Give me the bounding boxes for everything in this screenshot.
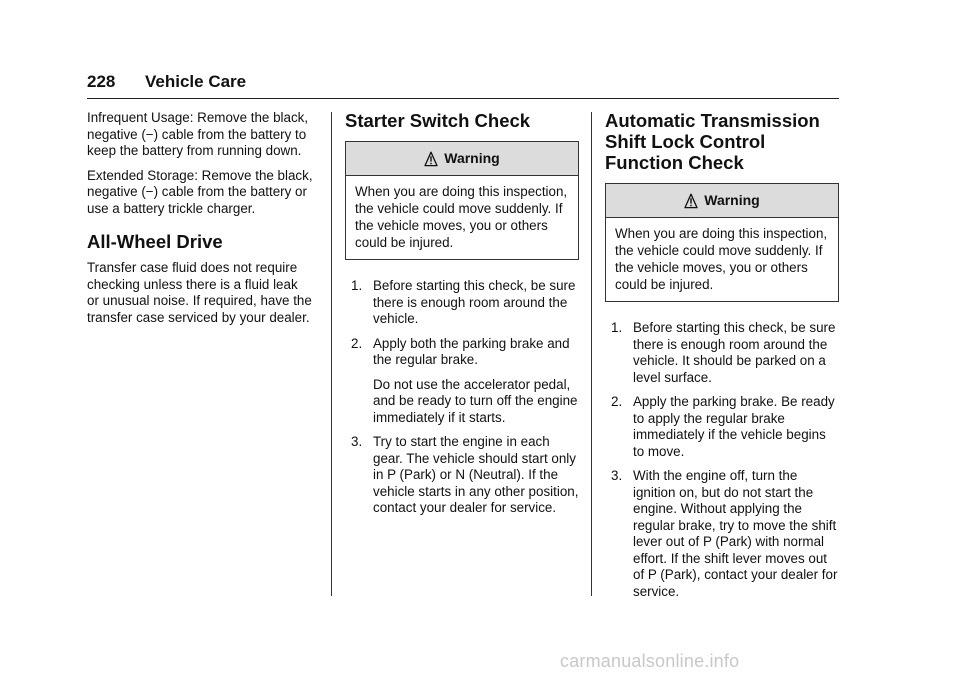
watermark: carmanualsonline.info (560, 651, 740, 671)
warning-header (346, 142, 578, 176)
column-1 (87, 110, 313, 334)
warning-triangle-icon (424, 151, 438, 167)
page-number: 228 (87, 72, 116, 91)
warning-triangle-icon (684, 193, 698, 209)
starter-switch-heading: Starter Switch Check (345, 110, 531, 131)
extended-storage-paragraph: Extended Storage: Remove the black, negative (−) cable from the battery or use a battery trickle charger. (87, 167, 313, 216)
column-divider-1 (331, 112, 332, 596)
all-wheel-drive-heading: All-Wheel Drive (87, 231, 223, 252)
page-header (87, 70, 839, 99)
shift-lock-heading: Automatic Transmission Shift Lock Control Function Check (605, 110, 820, 173)
infrequent-usage-paragraph: Infrequent Usage: Remove the black, negative (−) cable from the battery to keep the battery from running down. (87, 110, 309, 158)
all-wheel-drive-paragraph: Transfer case fluid does not require checking unless there is a fluid leak or unusual noise. If required, have the transfer case serviced by your dealer. (87, 260, 312, 325)
step-text: Try to start the engine in each gear. The vehicle should start only in P (Park) or N (Neutral). If the vehicle starts in any other position, contact your dealer for service. (373, 434, 579, 515)
step-text: With the engine off, turn the ignition on, but do not start the engine. Without applying the regular brake, try to move the shift lever out of P (Park) with normal effort. If the shift lever moves out of P (Park), contact your dealer for service. (633, 468, 838, 599)
warning-header (606, 184, 838, 218)
warning-text: When you are doing this inspection, the vehicle could move suddenly. If the vehicle moves, you or others could be injured. (615, 226, 828, 292)
step-text: Apply both the parking brake and the regular brake. (373, 335, 570, 367)
column-3 (605, 110, 839, 608)
starter-warning-box (345, 141, 579, 260)
list-item (605, 394, 839, 460)
warning-label: Warning (444, 150, 500, 167)
list-item (605, 468, 839, 600)
step-subtext: Do not use the accelerator pedal, and be ready to turn off the engine immediately if it starts. (373, 376, 578, 425)
shift-lock-steps-list (605, 320, 839, 600)
step-number: 3. (351, 434, 363, 449)
list-item (345, 434, 579, 517)
starter-steps-list (345, 278, 579, 517)
section-title: Vehicle Care (145, 72, 247, 91)
warning-label: Warning (704, 192, 760, 209)
list-item (345, 278, 579, 328)
step-text: Before starting this check, be sure there is enough room around the vehicle. (373, 278, 576, 326)
step-number: 1. (351, 278, 363, 293)
step-text: Before starting this check, be sure there is enough room around the vehicle. It should be parked on a level surface. (633, 320, 836, 385)
column-2 (345, 110, 579, 525)
step-text: Apply the parking brake. Be ready to apply the regular brake immediately if the vehicle begins to move. (633, 394, 835, 459)
column-divider-2 (591, 112, 592, 596)
shift-lock-warning-box (605, 183, 839, 302)
list-item (605, 320, 839, 386)
step-number: 2. (611, 394, 623, 409)
warning-text: When you are doing this inspection, the vehicle could move suddenly. If the vehicle moves, you or others could be injured. (355, 184, 568, 250)
step-number: 1. (611, 320, 623, 335)
list-item (345, 336, 579, 427)
step-number: 3. (611, 468, 623, 483)
step-number: 2. (351, 335, 363, 351)
